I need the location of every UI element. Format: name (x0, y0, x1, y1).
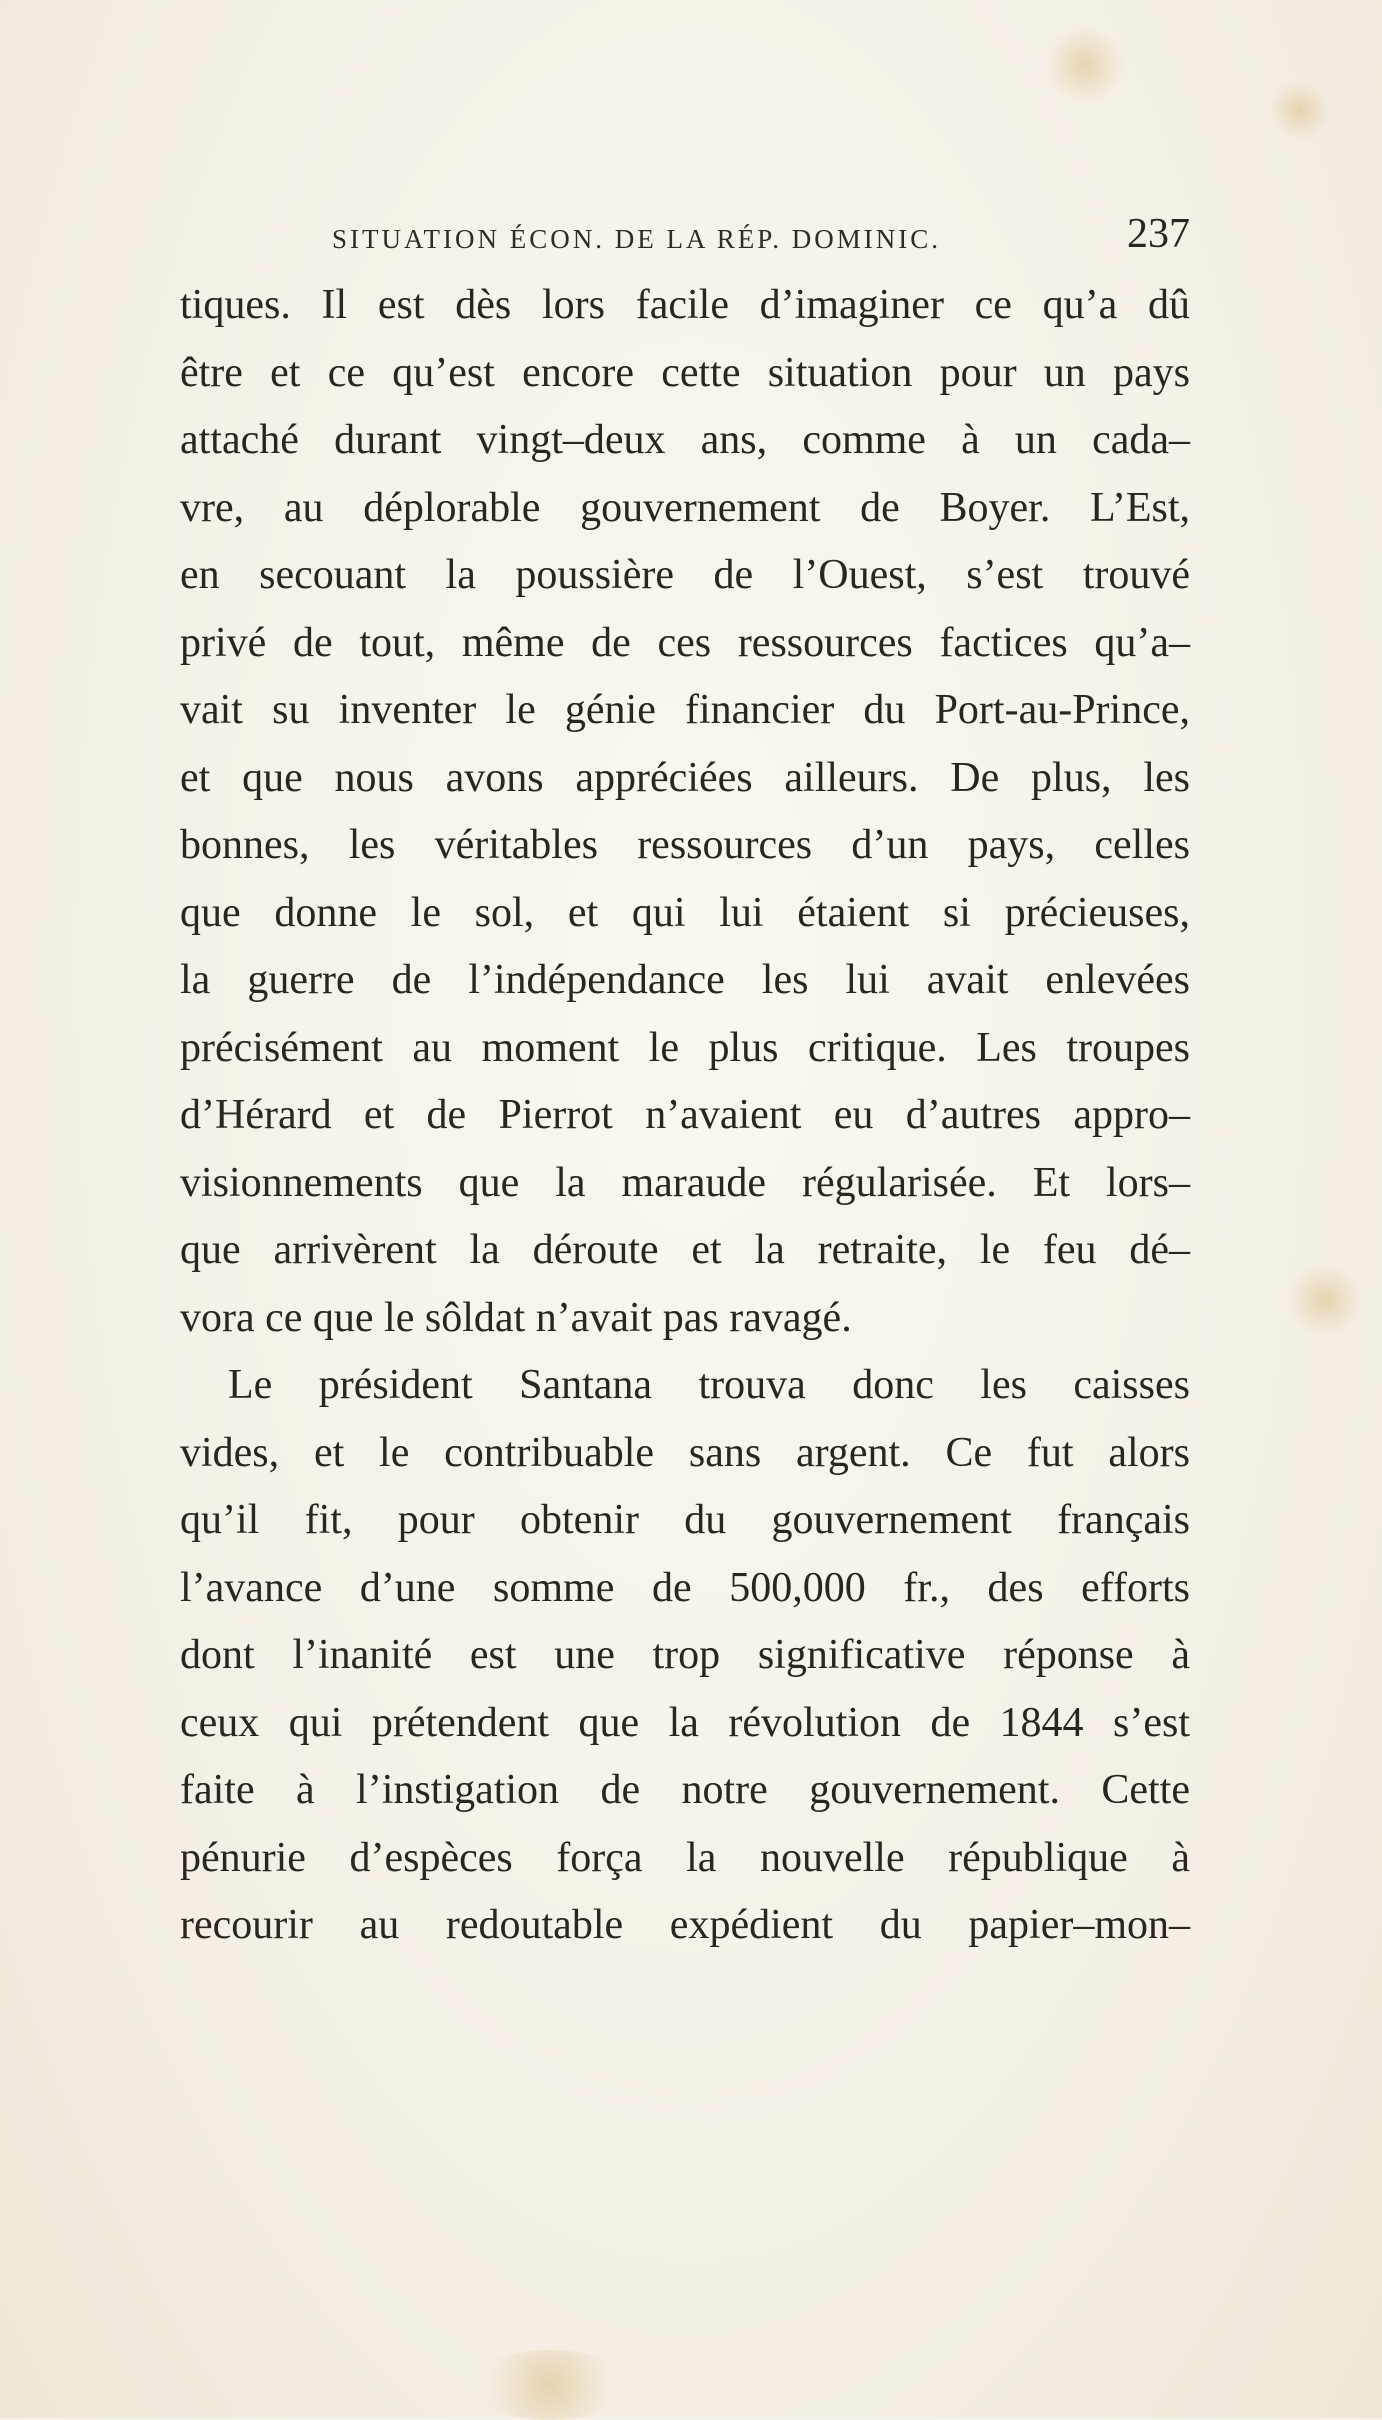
paper-stain (1290, 1260, 1360, 1340)
text-line: bonnes, les véritables ressources d’un pays, celles (180, 822, 1190, 868)
text-line: que arrivèrent la déroute et la retraite, le feu dé– (180, 1227, 1190, 1273)
text-line: la guerre de l’indépendance les lui avait enlevées (180, 957, 1190, 1003)
text-line: visionnements que la maraude régularisée. Et lors– (180, 1159, 1190, 1206)
body-text (180, 272, 1190, 1960)
text-line: et que nous avons appréciées ailleurs. De plus, les (180, 754, 1190, 801)
text-line: vides, et le contribuable sans argent. Ce fut alors (180, 1429, 1190, 1476)
text-line: qu’il fit, pour obtenir du gouvernement français (180, 1497, 1190, 1543)
text-line: précisément au moment le plus critique. Les troupes (180, 1024, 1190, 1071)
paragraph-end-line: vora ce que le sôldat n’avait pas ravagé. (180, 1294, 852, 1341)
text-line: que donne le sol, et qui lui étaient si précieuses, (180, 889, 1190, 936)
paper-stain (1040, 30, 1130, 100)
text-line: vait su inventer le génie financier du Port-au-Prince, (180, 687, 1190, 733)
paper-stain (470, 2350, 630, 2420)
page-number: 237 (1127, 211, 1190, 257)
text-line: en secouant la poussière de l’Ouest, s’est trouvé (180, 552, 1190, 598)
running-head: SITUATION ÉCON. DE LA RÉP. DOMINIC. (332, 224, 941, 254)
page-header (180, 206, 1190, 266)
text-line: privé de tout, même de ces ressources factices qu’a– (180, 619, 1190, 666)
text-line: vre, au déplorable gouvernement de Boyer. L’Est, (180, 484, 1190, 531)
text-line: pénurie d’espèces força la nouvelle république à (180, 1834, 1190, 1881)
text-line: attaché durant vingt–deux ans, comme à un cada– (180, 417, 1190, 463)
text-line: être et ce qu’est encore cette situation pour un pays (180, 349, 1190, 396)
text-line: d’Hérard et de Pierrot n’avaient eu d’autres appro– (180, 1092, 1190, 1138)
paragraph-start-line: Le président Santana trouva donc les caisses (228, 1362, 1190, 1408)
text-line: faite à l’instigation de notre gouvernement. Cette (180, 1767, 1190, 1813)
paper-stain (1270, 80, 1330, 140)
text-line: ceux qui prétendent que la révolution de 1844 s’est (180, 1699, 1190, 1746)
text-line: recourir au redoutable expédient du papier–mon– (180, 1902, 1190, 1948)
text-line: tiques. Il est dès lors facile d’imaginer ce qu’a dû (180, 282, 1190, 328)
text-line: l’avance d’une somme de 500,000 fr., des efforts (180, 1564, 1190, 1611)
text-line: dont l’inanité est une trop significative réponse à (180, 1632, 1190, 1678)
